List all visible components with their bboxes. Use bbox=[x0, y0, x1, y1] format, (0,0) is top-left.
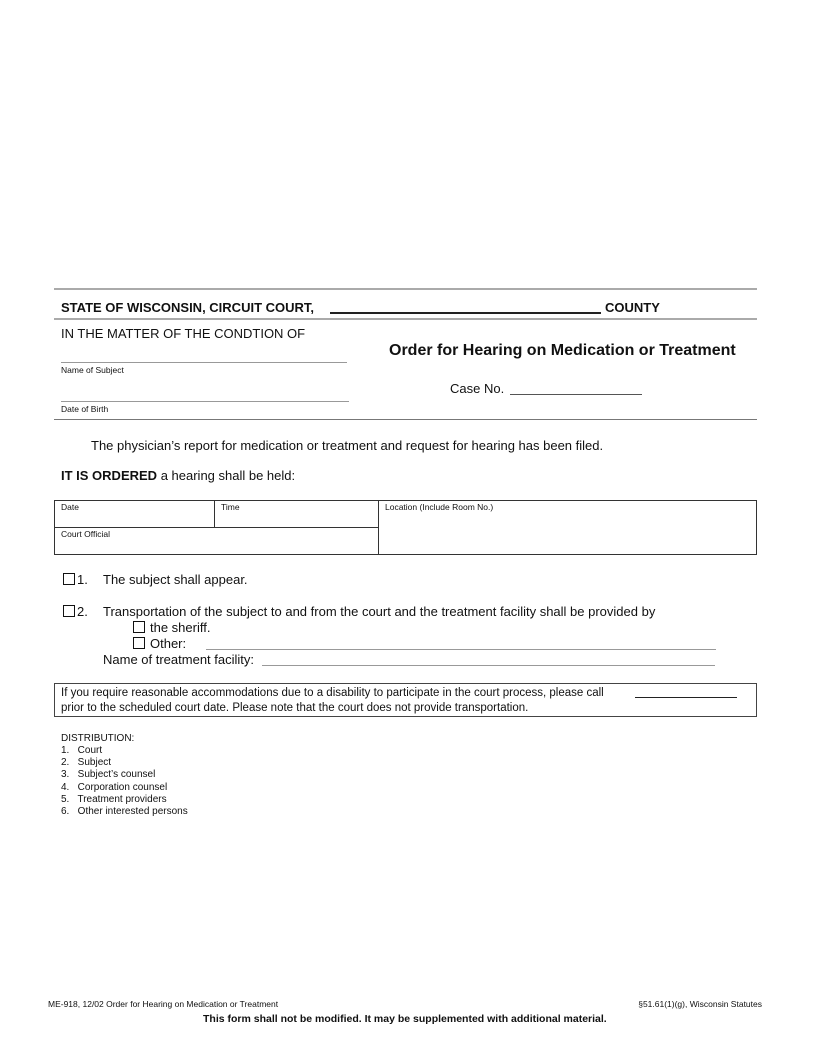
other-field[interactable] bbox=[206, 649, 716, 650]
distribution-item: 1. Court bbox=[61, 745, 103, 756]
ordered-text bbox=[61, 468, 295, 483]
divider bbox=[54, 419, 757, 420]
phone-field[interactable] bbox=[635, 697, 737, 698]
other-label: Other: bbox=[150, 636, 187, 651]
sheriff-checkbox[interactable] bbox=[133, 621, 145, 633]
county-label: COUNTY bbox=[605, 300, 660, 315]
location-cell[interactable] bbox=[378, 500, 757, 555]
official-cell[interactable] bbox=[54, 527, 379, 555]
distribution-item: 6. Other interested persons bbox=[61, 806, 188, 817]
distribution-item: 4. Corporation counsel bbox=[61, 782, 168, 793]
sheriff-label: the sheriff. bbox=[150, 620, 211, 635]
item1-number: 1. bbox=[77, 572, 88, 587]
distribution-item: 3. Subject’s counsel bbox=[61, 769, 156, 780]
facility-label: Name of treatment facility: bbox=[103, 652, 254, 667]
top-divider bbox=[54, 288, 757, 290]
court-heading: STATE OF WISCONSIN, CIRCUIT COURT, bbox=[61, 300, 315, 315]
matter-label: IN THE MATTER OF THE CONDTION OF bbox=[61, 326, 306, 341]
distribution-item: 2. Subject bbox=[61, 757, 112, 768]
distribution-item: 5. Treatment providers bbox=[61, 794, 167, 805]
item2-number: 2. bbox=[77, 604, 88, 619]
item2-text: Transportation of the subject to and from the court and the treatment facility shall be provided by bbox=[103, 604, 656, 619]
dob-label: Date of Birth bbox=[61, 404, 109, 414]
location-label: Location (Include Room No.) bbox=[385, 502, 494, 512]
case-no-field[interactable] bbox=[510, 394, 642, 395]
facility-field[interactable] bbox=[262, 665, 715, 666]
dob-field[interactable] bbox=[61, 401, 349, 402]
ordered-bold: IT IS ORDERED bbox=[61, 468, 158, 483]
name-field[interactable] bbox=[61, 362, 347, 363]
time-label: Time bbox=[221, 502, 240, 512]
county-field[interactable] bbox=[330, 312, 601, 314]
case-no-label: Case No. bbox=[450, 381, 505, 396]
form-id: ME-918, 12/02 Order for Hearing on Medication or Treatment bbox=[48, 999, 279, 1009]
intro-text: The physician’s report for medication or treatment and request for hearing has been filed. bbox=[91, 438, 604, 453]
time-cell[interactable] bbox=[214, 500, 379, 528]
divider bbox=[54, 318, 757, 320]
item1-text: The subject shall appear. bbox=[103, 572, 248, 587]
distribution-title: DISTRIBUTION: bbox=[61, 733, 135, 744]
item2-checkbox[interactable] bbox=[63, 605, 75, 617]
date-label: Date bbox=[61, 502, 79, 512]
form-title: Order for Hearing on Medication or Treatment bbox=[389, 342, 736, 359]
item1-checkbox[interactable] bbox=[63, 573, 75, 585]
accommodation-line1: If you require reasonable accommodations due to a disability to participate in the court process, please call bbox=[61, 687, 604, 699]
accommodation-box bbox=[54, 683, 757, 717]
statute: §51.61(1)(g), Wisconsin Statutes bbox=[638, 999, 762, 1009]
ordered-rest: a hearing shall be held: bbox=[157, 468, 296, 483]
date-cell[interactable] bbox=[54, 500, 215, 528]
official-label: Court Official bbox=[61, 529, 110, 539]
accommodation-line2: prior to the scheduled court date. Please note that the court does not provide transportation. bbox=[61, 702, 529, 714]
modification-notice: This form shall not be modified. It may be supplemented with additional material. bbox=[203, 1013, 607, 1025]
other-checkbox[interactable] bbox=[133, 637, 145, 649]
name-label: Name of Subject bbox=[61, 365, 124, 375]
